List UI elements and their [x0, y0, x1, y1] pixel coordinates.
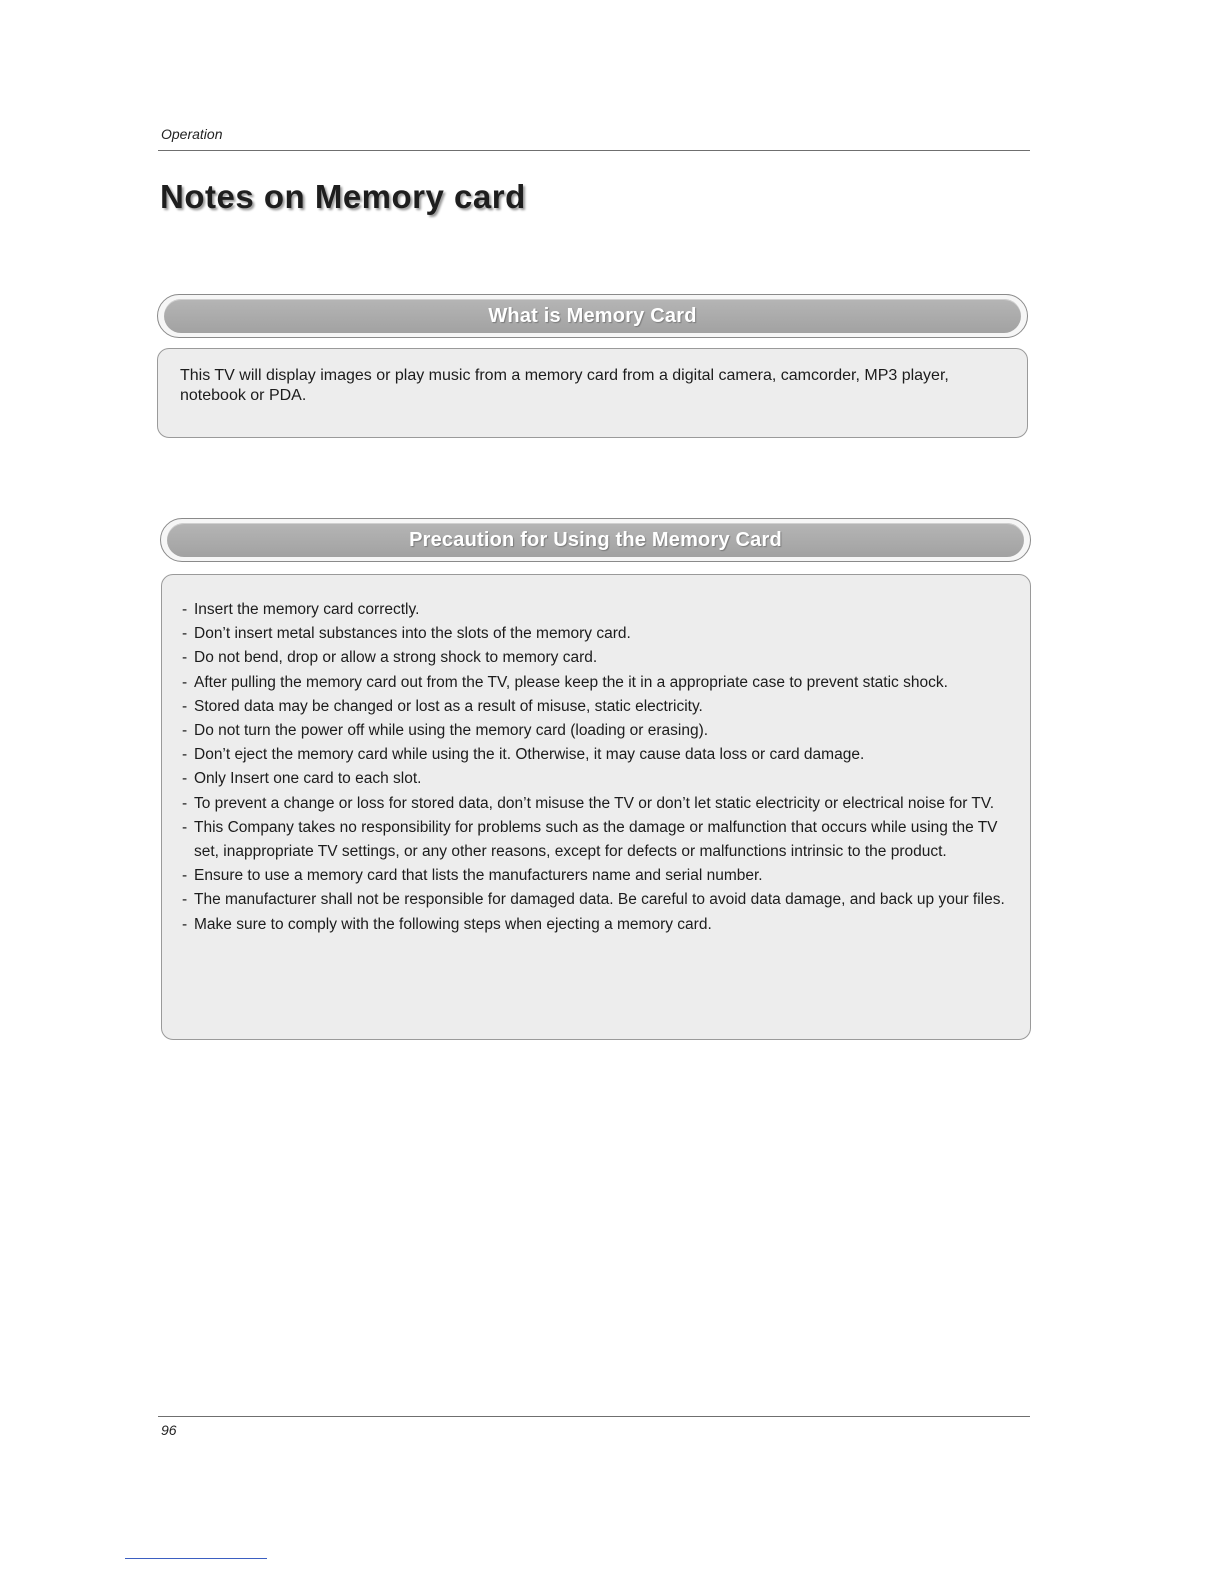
section-heading-band-precaution [160, 518, 1031, 562]
precaution-list [182, 598, 1008, 937]
precaution-item: - To prevent a change or loss for stored data, don’t misuse the TV or don’t let static electricity or electrical noise for TV. [182, 792, 1008, 816]
precaution-item: - Ensure to use a memory card that lists the manufacturers name and serial number. [182, 864, 1008, 888]
page-title: Notes on Memory card [160, 178, 526, 215]
precaution-item: - This Company takes no responsibility for problems such as the damage or malfunction that occurs while using the TV set, inappropriate TV settings, or any other reasons, except for defects or malfunctions intrinsic to the product. [182, 816, 1008, 864]
section-heading-band-what-is [157, 294, 1028, 338]
page-number: 96 [161, 1422, 177, 1438]
divider [125, 1558, 267, 1559]
precaution-item: - Don’t insert metal substances into the slots of the memory card. [182, 622, 1008, 646]
section-heading-bar [164, 299, 1021, 333]
section-heading-precaution: Precaution for Using the Memory Card [409, 528, 782, 551]
section-heading-what-is-memory-card: What is Memory Card [488, 304, 697, 327]
precaution-box [161, 574, 1031, 1040]
precaution-item: - Do not turn the power off while using the memory card (loading or erasing). [182, 719, 1008, 743]
precaution-item: - Insert the memory card correctly. [182, 598, 1008, 622]
what-is-memory-card-text: This TV will display images or play music from a memory card from a digital camera, camcorder, MP3 player, notebook or PDA. [180, 367, 949, 404]
precaution-item: - Do not bend, drop or allow a strong shock to memory card. [182, 646, 1008, 670]
precaution-item: - After pulling the memory card out from the TV, please keep the it in a appropriate case to prevent static shock. [182, 671, 1008, 695]
section-heading-bar [167, 523, 1024, 557]
precaution-item: - Don’t eject the memory card while using the it. Otherwise, it may cause data loss or card damage. [182, 743, 1008, 767]
precaution-item: - Make sure to comply with the following steps when ejecting a memory card. [182, 913, 1008, 937]
precaution-item: - Stored data may be changed or lost as a result of misuse, static electricity. [182, 695, 1008, 719]
what-is-memory-card-box [157, 348, 1028, 438]
section-label: Operation [161, 126, 223, 142]
precaution-item: - Only Insert one card to each slot. [182, 767, 1008, 791]
page-footer [158, 1416, 1030, 1438]
precaution-item: - The manufacturer shall not be responsible for damaged data. Be careful to avoid data damage, and back up your files. [182, 888, 1008, 912]
page-header [158, 124, 1030, 151]
